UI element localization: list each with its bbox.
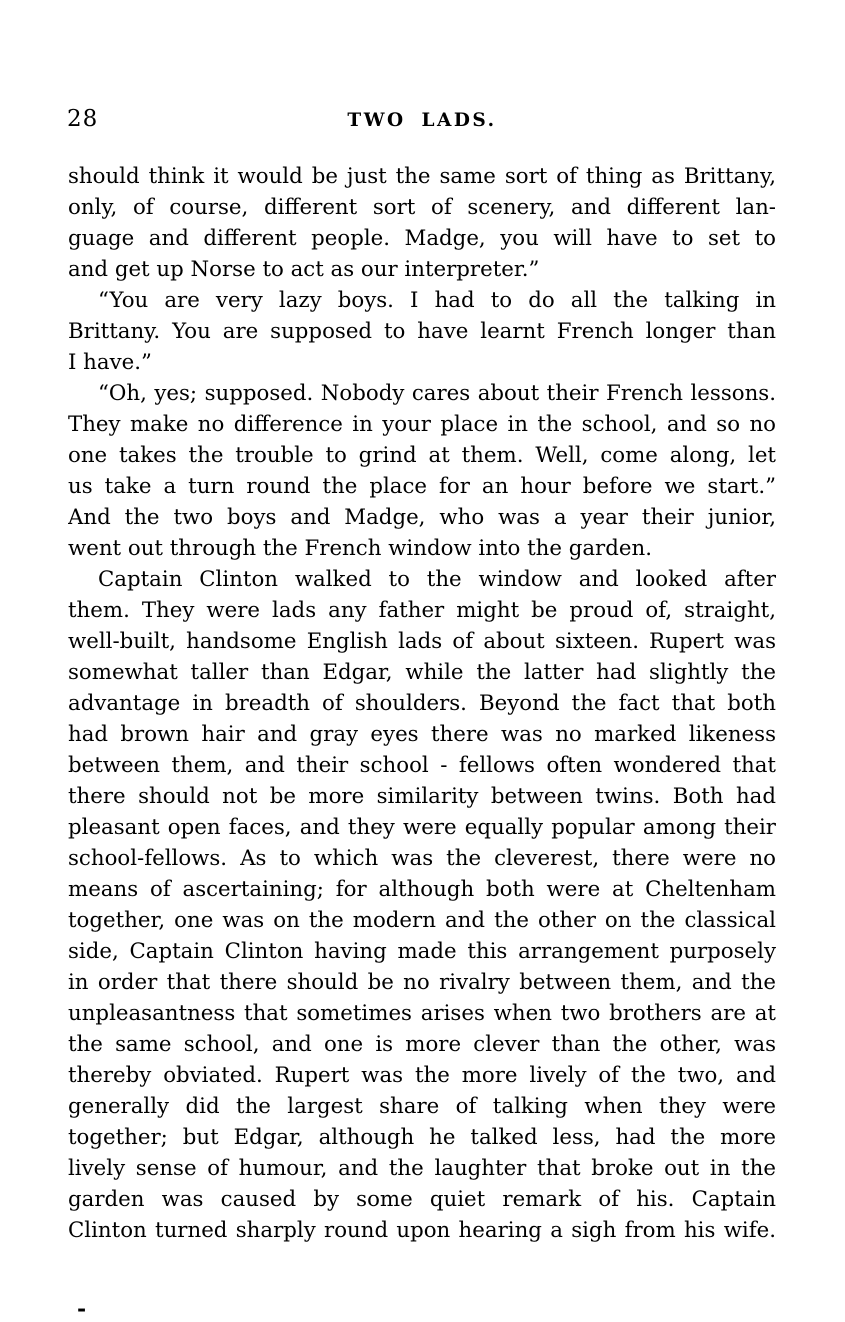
text-line: side, Captain Clinton having made this arrangement purposely <box>68 939 776 964</box>
text-line: generally did the largest share of talking when they were <box>68 1094 776 1119</box>
text-line: well-built, handsome English lads of about sixteen. Rupert was <box>68 629 776 654</box>
text-line: “You are very lazy boys. I had to do all the talking in <box>98 288 776 313</box>
text-line: school-fellows. As to which was the cleverest, there were no <box>68 846 776 871</box>
text-line: in order that there should be no rivalry between them, and the <box>68 970 776 995</box>
text-line: only, of course, different sort of scenery, and different lan- <box>68 195 776 220</box>
text-line: advantage in breadth of shoulders. Beyond the fact that both <box>68 691 776 716</box>
text-line: “Oh, yes; supposed. Nobody cares about their French lessons. <box>98 381 776 406</box>
text-line: should think it would be just the same sort of thing as Brittany, <box>68 164 776 189</box>
text-line: them. They were lads any father might be proud of, straight, <box>68 598 776 623</box>
text-line: there should not be more similarity between twins. Both had <box>68 784 776 809</box>
text-line: and get up Norse to act as our interpreter.” <box>68 257 540 282</box>
text-block <box>68 161 776 1246</box>
text-line: the same school, and one is more clever than the other, was <box>68 1032 776 1057</box>
text-line: And the two boys and Madge, who was a year their junior, <box>68 505 776 530</box>
text-line: together; but Edgar, although he talked less, had the more <box>68 1125 776 1150</box>
text-line: went out through the French window into the garden. <box>68 536 652 561</box>
text-line: between them, and their school - fellows often wondered that <box>68 753 776 778</box>
text-line: thereby obviated. Rupert was the more lively of the two, and <box>68 1063 776 1088</box>
text-line: together, one was on the modern and the other on the classical <box>68 908 776 933</box>
text-line: one takes the trouble to grind at them. Well, come along, let <box>68 443 776 468</box>
text-line: us take a turn round the place for an hour before we start.” <box>68 474 776 499</box>
text-line: Brittany. You are supposed to have learnt French longer than <box>68 319 776 344</box>
page-number: 28 <box>67 106 99 132</box>
text-line: garden was caused by some quiet remark of his. Captain <box>68 1187 776 1212</box>
text-line: They make no difference in your place in the school, and so no <box>68 412 776 437</box>
running-header-title: TWO LADS. <box>347 110 497 131</box>
text-line: Captain Clinton walked to the window and looked after <box>98 567 776 592</box>
text-line: lively sense of humour, and the laughter that broke out in the <box>68 1156 776 1181</box>
text-line: somewhat taller than Edgar, while the latter had slightly the <box>68 660 776 685</box>
text-line: Clinton turned sharply round upon hearing a sigh from his wife. <box>68 1218 776 1243</box>
text-line: unpleasantness that sometimes arises when two brothers are at <box>68 1001 776 1026</box>
footer-mark: - <box>77 1296 87 1322</box>
text-line: means of ascertaining; for although both were at Cheltenham <box>68 877 776 902</box>
text-line: had brown hair and gray eyes there was no marked likeness <box>68 722 776 747</box>
text-line: I have.” <box>68 350 152 375</box>
text-line: guage and different people. Madge, you will have to set to <box>68 226 776 251</box>
text-line: pleasant open faces, and they were equally popular among their <box>68 815 776 840</box>
